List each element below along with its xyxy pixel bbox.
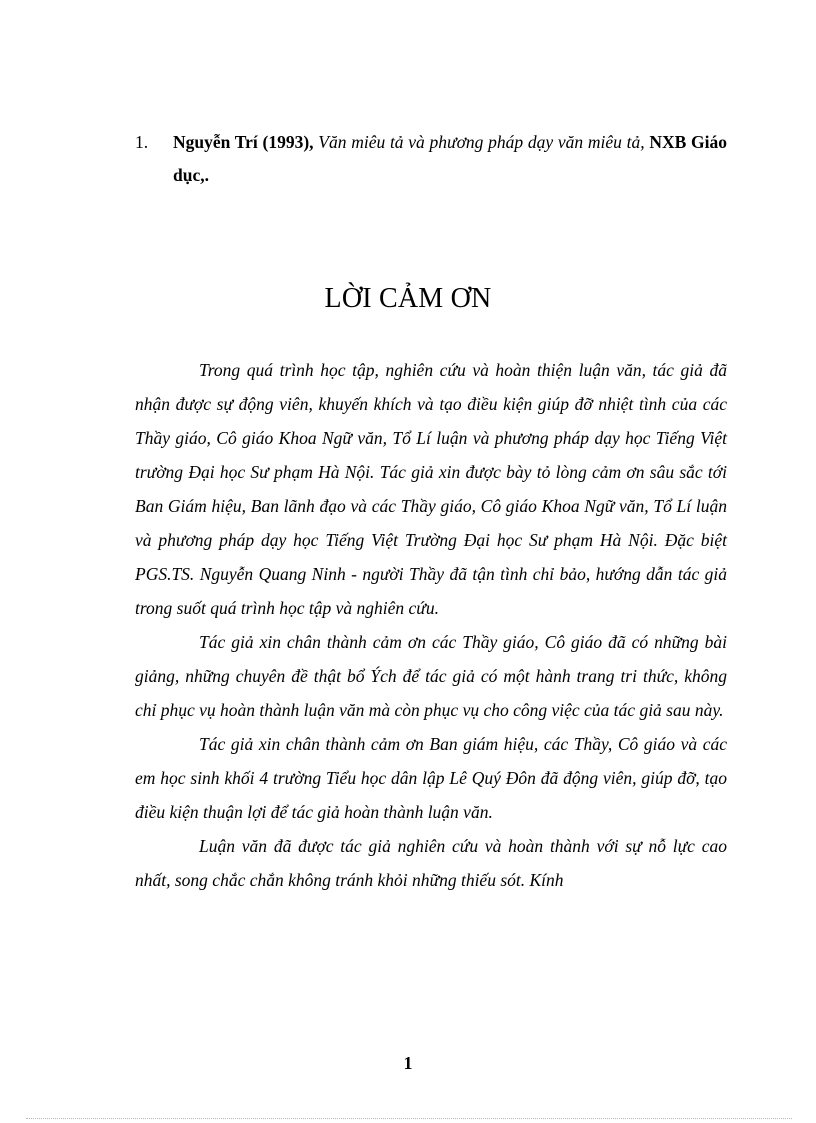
paragraph-1: Trong quá trình học tập, nghiên cứu và hoàn thiện luận văn, tác giả đã nhận được sự động viên, khuyến khích và tạo điều kiện giúp đỡ nhiệt tình của các Thầy giáo, Cô giáo Khoa Ngữ văn, Tổ Lí luận và phương pháp dạy học Tiếng Việt trường Đại học Sư phạm Hà Nội. Tác giả xin được bày tỏ lòng cảm ơn sâu sắc tới Ban Giám hiệu, Ban lãnh đạo và các Thầy giáo, Cô giáo Khoa Ngữ văn, Tổ Lí luận và phương pháp dạy học Tiếng Việt Trường Đại học Sư phạm Hà Nội. Đặc biệt PGS.TS. Nguyễn Quang Ninh - người Thầy đã tận tình chỉ bảo, hướng dẫn tác giả trong suốt quá trình học tập và nghiên cứu. <box>135 360 727 618</box>
page-number: 1 <box>403 1053 413 1073</box>
page-title: LỜI CẢM ƠN <box>324 283 492 314</box>
page-break-divider <box>26 1118 792 1119</box>
reference-publisher: NXB Giáo dục,. <box>173 132 727 185</box>
paragraph-3: Tác giả xin chân thành cảm ơn Ban giám hiệu, các Thầy, Cô giáo và các em học sinh khối 4 trường Tiểu học dân lập Lê Quý Đôn đã động viên, giúp đỡ, tạo điều kiện thuận lợi để tác giả hoàn thành luận văn. <box>135 734 727 822</box>
reference-author: Nguyễn Trí (1993), <box>173 132 314 152</box>
reference-entry <box>135 126 727 192</box>
reference-body <box>173 126 727 192</box>
paragraph-4: Luận văn đã được tác giả nghiên cứu và hoàn thành với sự nỗ lực cao nhất, song chắc chắn không tránh khỏi những thiếu sót. Kính <box>135 836 727 890</box>
acknowledgement-body <box>135 353 727 897</box>
reference-number: 1. <box>135 132 149 152</box>
paragraph-2: Tác giả xin chân thành cảm ơn các Thầy giáo, Cô giáo đã có những bài giảng, những chuyên đề thật bổ Ých để tác giả có một hành trang tri thức, không chỉ phục vụ hoàn thành luận văn mà còn phục vụ cho công việc của tác giả sau này. <box>135 632 727 720</box>
reference-title: Văn miêu tả và phương pháp dạy văn miêu tả, <box>318 132 645 152</box>
